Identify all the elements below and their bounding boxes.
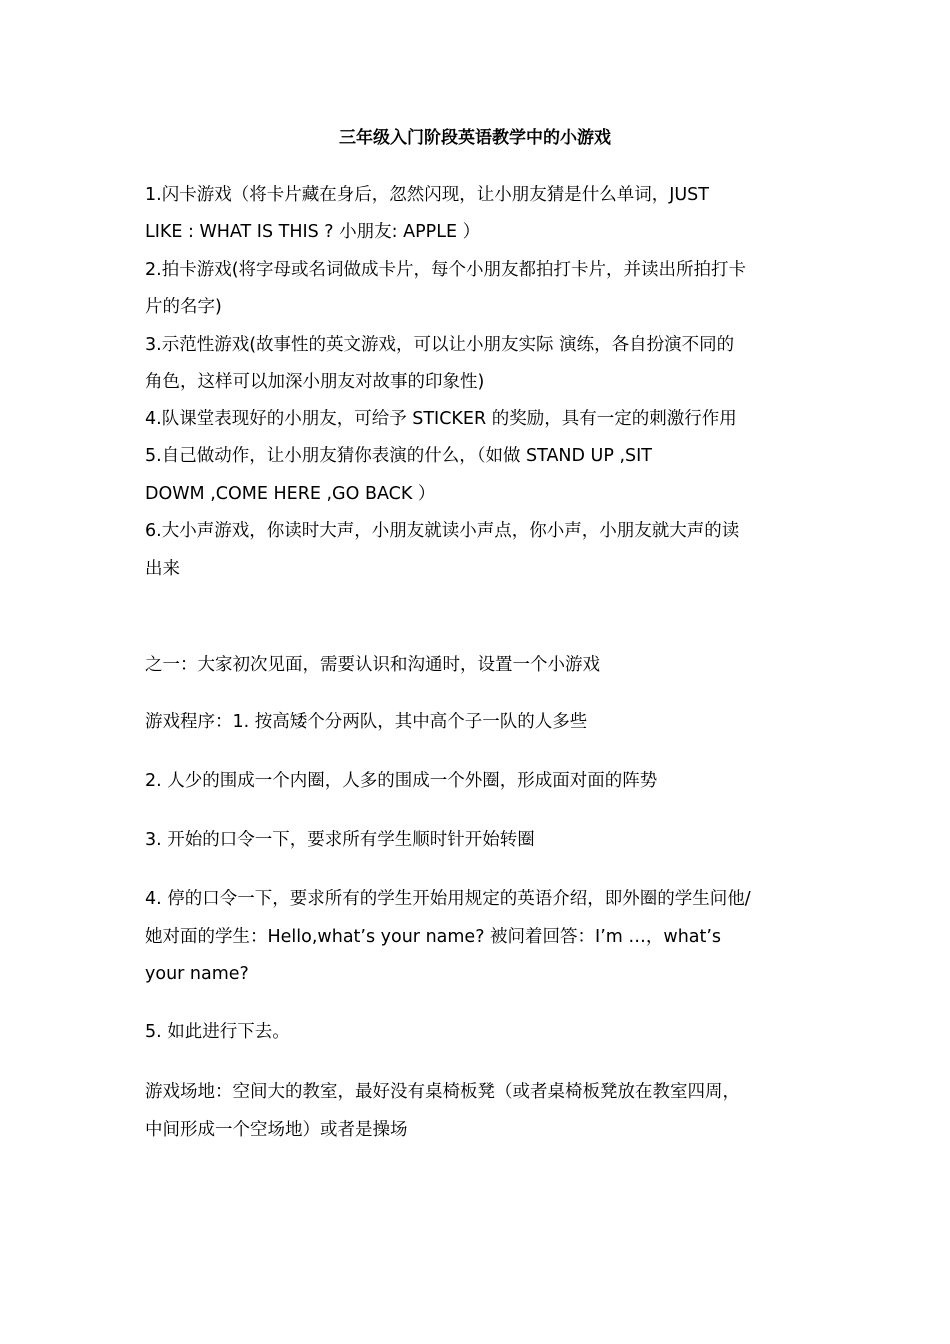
list-line: 6.大小声游戏，你读时大声，小朋友就读小声点，你小声，小朋友就大声的读 (145, 521, 740, 541)
list-line: 3.示范性游戏(故事性的英文游戏，可以让小朋友实际 演练，各自扮演不同的 (145, 335, 735, 355)
game-line: 中间形成一个空场地）或者是操场 (145, 1120, 408, 1140)
game-line: 4. 停的口令一下，要求所有的学生开始用规定的英语介绍，即外圈的学生问他/ (145, 889, 751, 909)
game-line: 3. 开始的口令一下，要求所有学生顺时针开始转圈 (145, 830, 535, 850)
game-line: 2. 人少的围成一个内圈，人多的围成一个外圈，形成面对面的阵势 (145, 771, 658, 791)
game-line: 游戏场地：空间大的教室，最好没有桌椅板凳（或者桌椅板凳放在教室四周， (145, 1082, 740, 1102)
list-line: 出来 (145, 559, 180, 579)
game-line: 她对面的学生：Hello,what’s your name? 被问着回答：I’m …，what’s (145, 927, 722, 947)
list-line: 4.队课堂表现好的小朋友，可给予 STICKER 的奖励，具有一定的刺激行作用 (145, 409, 737, 429)
game-line: your name? (145, 964, 249, 984)
game-line: 5. 如此进行下去。 (145, 1022, 290, 1042)
list-line: 1.闪卡游戏（将卡片藏在身后，忽然闪现，让小朋友猜是什么单词，JUST (145, 185, 709, 205)
list-line: 2.拍卡游戏(将字母或名词做成卡片，每个小朋友都拍打卡片，并读出所拍打卡 (145, 260, 747, 280)
list-line: 5.自己做动作，让小朋友猜你表演的什么，（如做 STAND UP ,SIT (145, 446, 652, 466)
list-line: 角色，这样可以加深小朋友对故事的印象性) (145, 372, 485, 392)
list-line: LIKE : WHAT IS THIS ? 小朋友: APPLE ） (145, 222, 481, 242)
game-line: 游戏程序：1. 按高矮个分两队，其中高个子一队的人多些 (145, 712, 588, 732)
list-line: DOWM ,COME HERE ,GO BACK ） (145, 484, 436, 504)
list-line: 片的名字) (145, 297, 222, 317)
game-line: 之一：大家初次见面，需要认识和沟通时，设置一个小游戏 (145, 655, 600, 675)
document-title: 三年级入门阶段英语教学中的小游戏 (339, 128, 611, 148)
